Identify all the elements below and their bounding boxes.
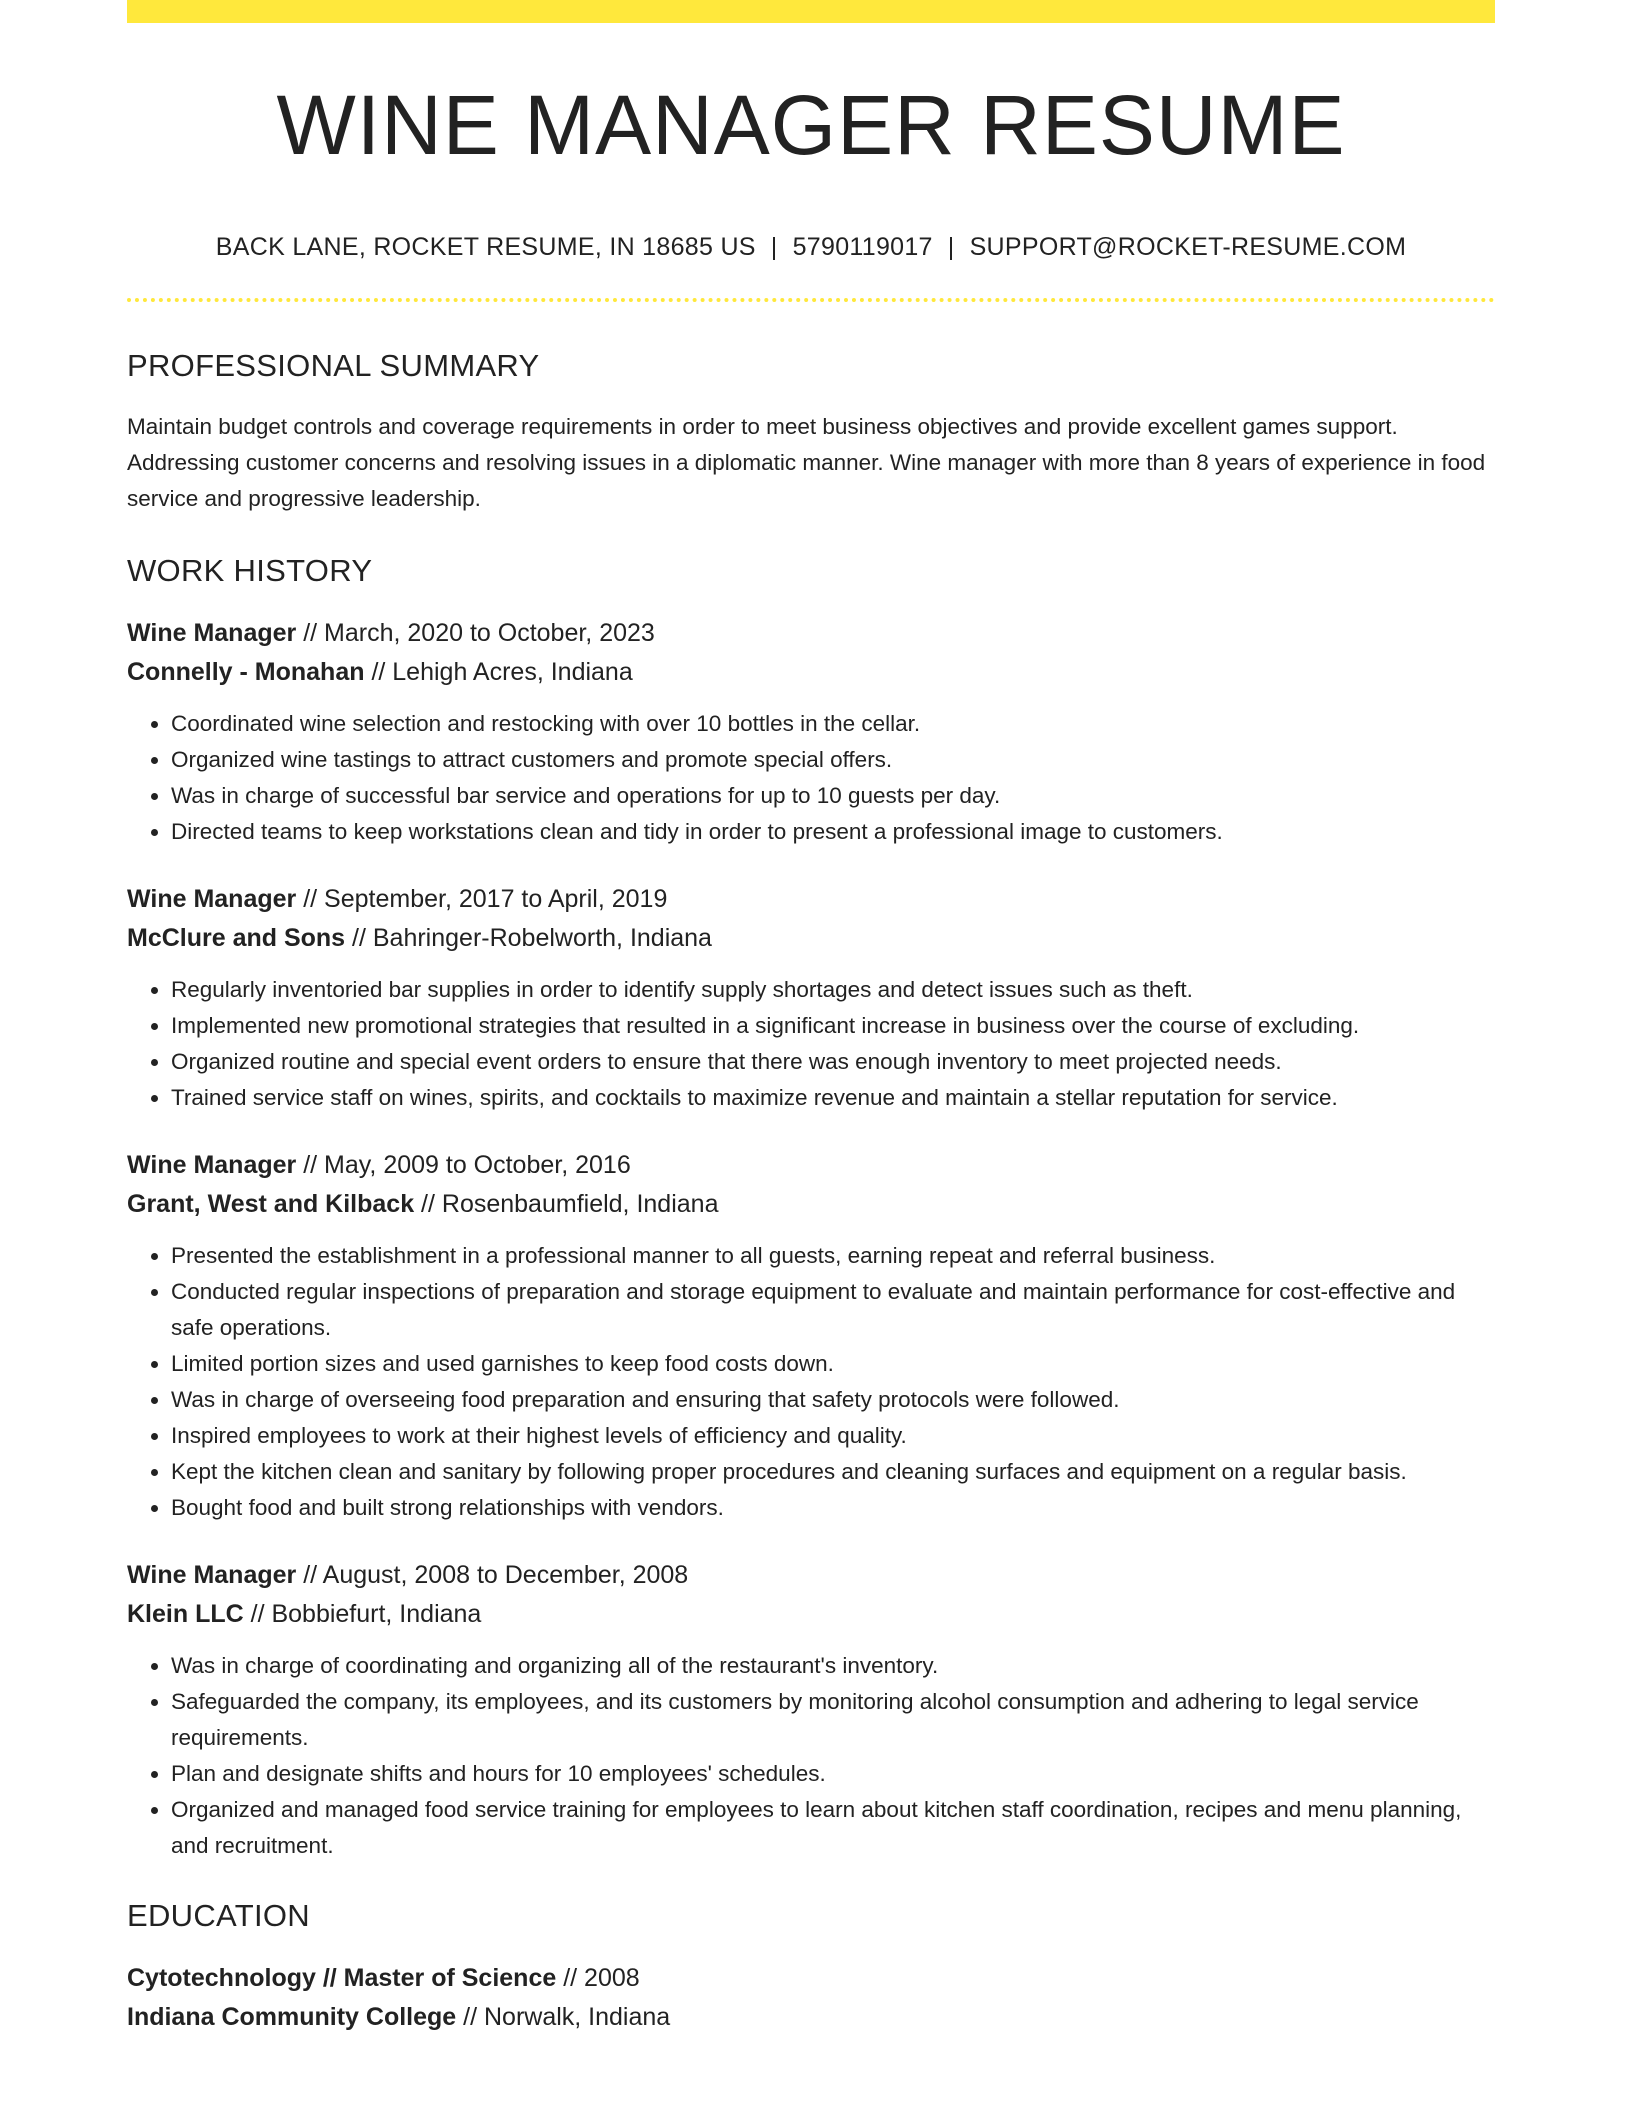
job-bullet: • Presented the establishment in a professional manner to all guests, earning repeat and referral business. xyxy=(171,1238,1495,1274)
job-company-line xyxy=(127,1595,1495,1634)
job-bullet: • Was in charge of overseeing food preparation and ensuring that safety protocols were followed. xyxy=(171,1382,1495,1418)
job-bullet: • Organized wine tastings to attract customers and promote special offers. xyxy=(171,742,1495,778)
job-company: McClure and Sons xyxy=(127,924,346,952)
dotted-divider xyxy=(127,298,1495,302)
job-bullet: • Plan and designate shifts and hours for 10 employees' schedules. xyxy=(171,1756,1495,1792)
job-entry xyxy=(127,614,1495,850)
job-bullet: • Was in charge of coordinating and organizing all of the restaurant's inventory. xyxy=(171,1648,1495,1684)
job-bullet: • Regularly inventoried bar supplies in order to identify supply shortages and detect issues such as theft. xyxy=(171,972,1495,1008)
top-accent-bar xyxy=(127,0,1495,23)
job-bullet: • Organized routine and special event orders to ensure that there was enough inventory to meet projected needs. xyxy=(171,1044,1495,1080)
job-title-line xyxy=(127,1146,1495,1185)
job-location: // Bahringer-Robelworth, Indiana xyxy=(345,924,712,952)
job-title: Wine Manager xyxy=(127,1151,297,1179)
job-title-line xyxy=(127,1556,1495,1595)
graduation-year: // 2008 xyxy=(556,1964,640,1992)
job-bullets xyxy=(127,972,1495,1116)
job-company: Klein LLC xyxy=(127,1600,244,1628)
job-company-line xyxy=(127,653,1495,692)
job-bullet: • Implemented new promotional strategies that resulted in a significant increase in business over the course of excluding. xyxy=(171,1008,1495,1044)
job-bullets xyxy=(127,706,1495,850)
job-company: Grant, West and Kilback xyxy=(127,1190,415,1218)
education-entry xyxy=(127,1959,1495,2037)
job-title-line xyxy=(127,614,1495,653)
job-title: Wine Manager xyxy=(127,619,297,647)
job-company: Connelly - Monahan xyxy=(127,658,365,686)
job-title: Wine Manager xyxy=(127,1561,297,1589)
job-bullets xyxy=(127,1238,1495,1526)
job-bullet: • Bought food and built strong relationships with vendors. xyxy=(171,1490,1495,1526)
contact-address: BACK LANE, ROCKET RESUME, IN 18685 US xyxy=(215,233,756,261)
degree: Cytotechnology // Master of Science xyxy=(127,1964,557,1992)
job-bullet: • Organized and managed food service training for employees to learn about kitchen staff coordination, recipes and menu planning, and recruitment. xyxy=(171,1792,1495,1864)
job-entry xyxy=(127,1146,1495,1526)
job-title-line xyxy=(127,880,1495,919)
job-dates: // September, 2017 to April, 2019 xyxy=(296,885,668,913)
job-dates: // March, 2020 to October, 2023 xyxy=(296,619,655,647)
contact-email[interactable]: SUPPORT@ROCKET-RESUME.COM xyxy=(969,233,1407,261)
job-bullet: • Directed teams to keep workstations clean and tidy in order to present a professional image to customers. xyxy=(171,814,1495,850)
job-company-line xyxy=(127,1185,1495,1224)
job-location: // Rosenbaumfield, Indiana xyxy=(414,1190,719,1218)
summary-heading: PROFESSIONAL SUMMARY xyxy=(127,348,540,383)
job-bullet: • Safeguarded the company, its employees, and its customers by monitoring alcohol consumption and adhering to legal service requirements. xyxy=(171,1684,1495,1756)
job-bullet: • Kept the kitchen clean and sanitary by following proper procedures and cleaning surfaces and equipment on a regular basis. xyxy=(171,1454,1495,1490)
job-list xyxy=(127,614,1495,1864)
school-location: // Norwalk, Indiana xyxy=(456,2003,671,2031)
job-bullet: • Was in charge of successful bar service and operations for up to 10 guests per day. xyxy=(171,778,1495,814)
summary-text: Maintain budget controls and coverage requirements in order to meet business objectives and provide excellent games support. Addressing customer concerns and resolving issues in a diplomatic manner. Wine manager with more than 8 years of experience in food service and progressive leadership. xyxy=(127,414,1486,511)
job-bullets xyxy=(127,1648,1495,1864)
work-history-heading: WORK HISTORY xyxy=(127,553,373,588)
job-dates: // May, 2009 to October, 2016 xyxy=(296,1151,631,1179)
resume-title: WINE MANAGER RESUME xyxy=(276,78,1346,172)
job-dates: // August, 2008 to December, 2008 xyxy=(296,1561,689,1589)
job-bullet: • Trained service staff on wines, spirits, and cocktails to maximize revenue and maintain a stellar reputation for service. xyxy=(171,1080,1495,1116)
job-company-line xyxy=(127,919,1495,958)
contact-separator: | xyxy=(770,233,778,261)
resume-page xyxy=(127,0,1495,2037)
job-location: // Bobbiefurt, Indiana xyxy=(243,1600,482,1628)
school-name: Indiana Community College xyxy=(127,2003,457,2031)
school-line xyxy=(127,1998,1495,2037)
job-bullet: • Conducted regular inspections of preparation and storage equipment to evaluate and maintain performance for cost-effective and safe operations. xyxy=(171,1274,1495,1346)
job-title: Wine Manager xyxy=(127,885,297,913)
job-entry xyxy=(127,1556,1495,1864)
contact-line xyxy=(127,235,1495,260)
education-heading: EDUCATION xyxy=(127,1898,310,1933)
job-bullet: • Coordinated wine selection and restocking with over 10 bottles in the cellar. xyxy=(171,706,1495,742)
contact-phone: 5790119017 xyxy=(792,233,933,261)
job-bullet: • Inspired employees to work at their highest levels of efficiency and quality. xyxy=(171,1418,1495,1454)
job-bullet: • Limited portion sizes and used garnishes to keep food costs down. xyxy=(171,1346,1495,1382)
contact-separator: | xyxy=(947,233,955,261)
job-location: // Lehigh Acres, Indiana xyxy=(364,658,633,686)
degree-line xyxy=(127,1959,1495,1998)
job-entry xyxy=(127,880,1495,1116)
